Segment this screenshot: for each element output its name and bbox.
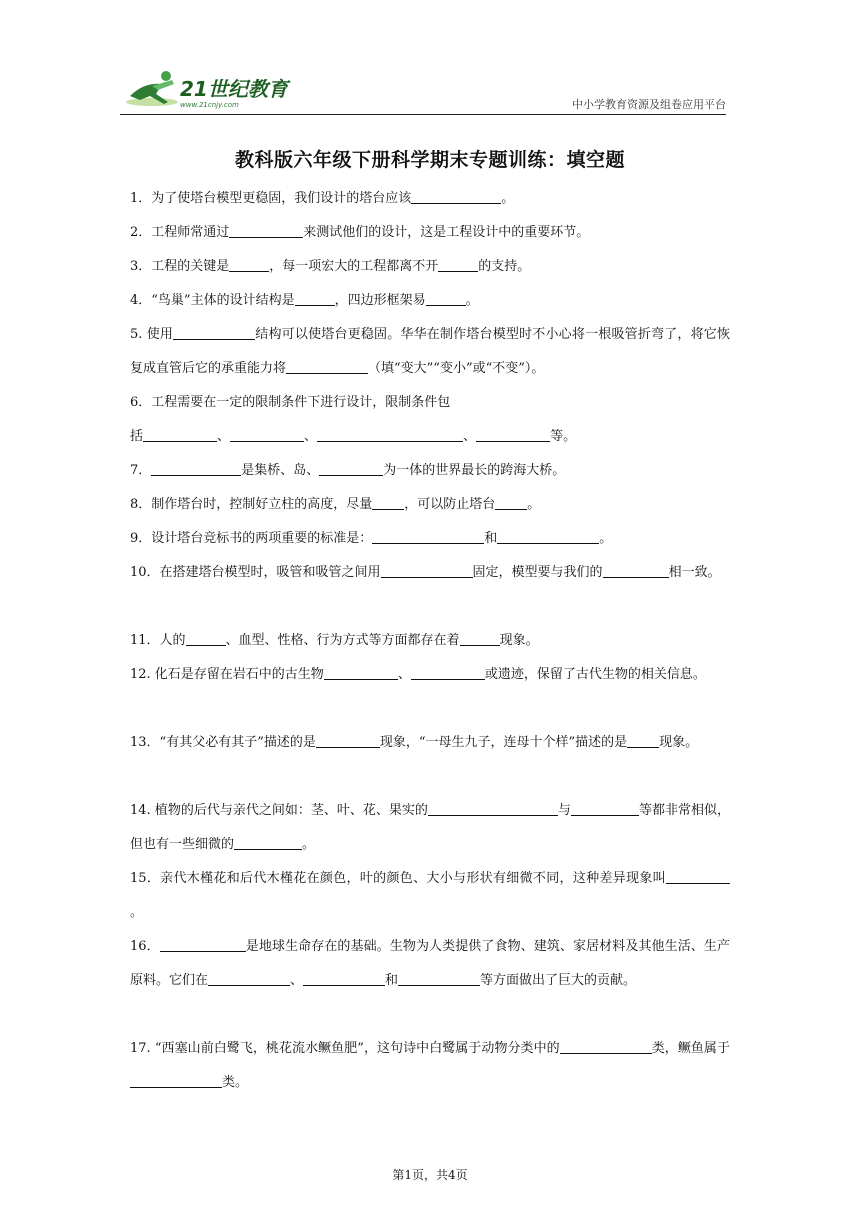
question-11: 11．人的 、血型、性格、行为方式等方面都存在着 现象。 bbox=[130, 633, 539, 648]
answer-blank[interactable] bbox=[497, 529, 599, 544]
question-7: 7． 是集桥、岛、 为一体的世界最长的跨海大桥。 bbox=[130, 463, 566, 478]
question-5: 5. 使用 结构可以使塔台更稳固。华华在制作塔台模型时不小心将一根吸管折弯了，将它恢复成直管后它的承重能力将 （填“变大”“变小”或“不变”）。 bbox=[130, 327, 730, 376]
answer-blank[interactable] bbox=[229, 223, 303, 238]
answer-blank[interactable] bbox=[230, 427, 304, 442]
question-13: 13．“有其父必有其子”描述的是 现象，“一母生九子，连母十个样”描述的是 现象。 bbox=[130, 735, 699, 750]
answer-blank[interactable] bbox=[460, 631, 500, 646]
answer-blank[interactable] bbox=[571, 801, 639, 816]
answer-blank[interactable] bbox=[143, 427, 217, 442]
answer-blank[interactable] bbox=[438, 257, 478, 272]
answer-blank[interactable] bbox=[234, 835, 302, 850]
answer-blank[interactable] bbox=[160, 937, 246, 952]
answer-blank[interactable] bbox=[324, 665, 398, 680]
question-17: 17. “西塞山前白鹭飞，桃花流水鳜鱼肥”，这句诗中白鹭属于动物分类中的 类，鳜鱼属于类。 bbox=[130, 1041, 730, 1090]
logo-url: www.21cnjy.com bbox=[180, 101, 239, 109]
header-divider bbox=[120, 114, 726, 115]
answer-blank[interactable] bbox=[495, 495, 527, 510]
answer-blank[interactable] bbox=[627, 733, 659, 748]
question-10: 10．在搭建塔台模型时，吸管和吸管之间用 固定，模型要与我们的 相一致。 bbox=[130, 565, 721, 580]
answer-blank[interactable] bbox=[428, 801, 558, 816]
answer-blank[interactable] bbox=[208, 971, 290, 986]
answer-blank[interactable] bbox=[381, 563, 473, 578]
answer-blank[interactable] bbox=[666, 869, 730, 884]
answer-blank[interactable] bbox=[476, 427, 550, 442]
question-1: 1．为了使塔台模型更稳固，我们设计的塔台应该 。 bbox=[130, 191, 515, 206]
platform-name: 中小学教育资源及组卷应用平台 bbox=[572, 98, 726, 111]
answer-blank[interactable] bbox=[411, 189, 501, 204]
answer-blank[interactable] bbox=[426, 291, 466, 306]
answer-blank[interactable] bbox=[286, 359, 368, 374]
question-6: 6．工程需要在一定的限制条件下进行设计，限制条件包 括 、 、 、 等。 bbox=[130, 395, 577, 444]
answer-blank[interactable] bbox=[372, 529, 484, 544]
question-2: 2．工程师常通过 来测试他们的设计，这是工程设计中的重要环节。 bbox=[130, 225, 590, 240]
page-header bbox=[120, 66, 726, 116]
question-16: 16． 是地球生命存在的基础。生物为人类提供了食物、建筑、家居材料及其他生活、生产原料。它们在 、 和 等方面做出了巨大的贡献。 bbox=[130, 939, 730, 988]
question-15: 15．亲代木槿花和后代木槿花在颜色，叶的颜色、大小与形状有细微不同，这种差异现象叫。 bbox=[130, 862, 730, 930]
page-footer: 第1页，共4页 bbox=[392, 1168, 468, 1182]
question-14: 14. 植物的后代与亲代之间如：茎、叶、花、果实的 与 等都非常相似，但也有一些细微的 。 bbox=[130, 803, 730, 852]
question-4: 4．“鸟巢”主体的设计结构是 ，四边形框架易 。 bbox=[130, 293, 479, 308]
logo-21cnjy bbox=[122, 68, 292, 110]
logo-text: 21世纪教育 bbox=[180, 77, 288, 101]
answer-blank[interactable] bbox=[603, 563, 669, 578]
answer-blank[interactable] bbox=[173, 325, 255, 340]
question-9: 9．设计塔台竞标书的两项重要的标准是： 和 。 bbox=[130, 531, 613, 546]
document-title: 教科版六年级下册科学期末专题训练：填空题 bbox=[234, 149, 625, 171]
answer-blank[interactable] bbox=[317, 427, 463, 442]
answer-blank[interactable] bbox=[130, 1073, 222, 1088]
answer-blank[interactable] bbox=[398, 971, 480, 986]
answer-blank[interactable] bbox=[316, 733, 380, 748]
answer-blank[interactable] bbox=[372, 495, 404, 510]
answer-blank[interactable] bbox=[229, 257, 269, 272]
answer-blank[interactable] bbox=[411, 665, 485, 680]
answer-blank[interactable] bbox=[319, 461, 383, 476]
answer-blank[interactable] bbox=[151, 461, 241, 476]
question-3: 3．工程的关键是 ，每一项宏大的工程都离不开 的支持。 bbox=[130, 259, 531, 274]
question-8: 8．制作塔台时，控制好立柱的高度，尽量 ，可以防止塔台 。 bbox=[130, 497, 541, 512]
question-12: 12. 化石是存留在岩石中的古生物 、 或遗迹，保留了古代生物的相关信息。 bbox=[130, 667, 706, 682]
answer-blank[interactable] bbox=[303, 971, 385, 986]
answer-blank[interactable] bbox=[295, 291, 335, 306]
answer-blank[interactable] bbox=[186, 631, 226, 646]
answer-blank[interactable] bbox=[560, 1039, 652, 1054]
